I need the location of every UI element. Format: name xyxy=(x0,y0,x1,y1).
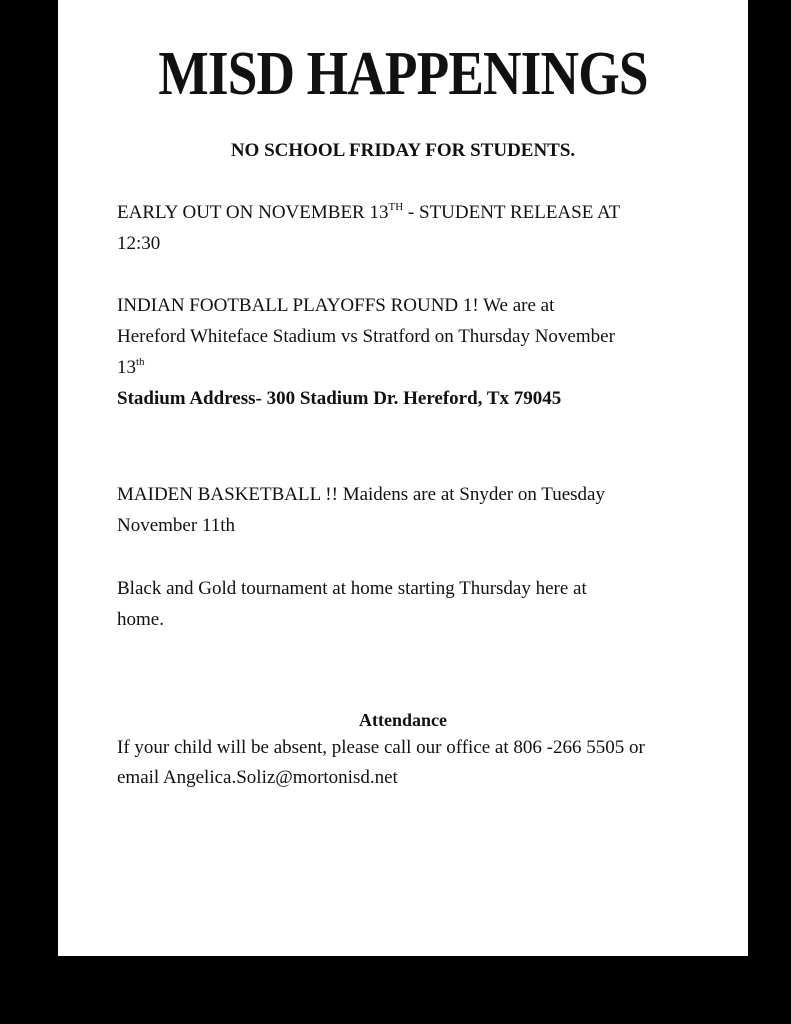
football-line-3 xyxy=(117,352,697,383)
early-out-line-2: 12:30 xyxy=(117,233,161,254)
stadium-address: Stadium Address- 300 Stadium Dr. Hereford, Tx 79045 xyxy=(117,388,562,409)
page-title: MISD HAPPENINGS xyxy=(158,40,648,108)
no-school-notice: NO SCHOOL FRIDAY FOR STUDENTS. xyxy=(230,140,576,161)
basketball-notice xyxy=(117,479,697,541)
attendance-line-1: If your child will be absent, please call our office at 806 -266 5505 or xyxy=(117,737,645,758)
early-out-line-1 xyxy=(117,197,697,228)
tournament-notice xyxy=(117,573,697,635)
football-line-2: Hereford Whiteface Stadium vs Stratford on Thursday November xyxy=(117,326,615,347)
football-notice xyxy=(117,290,697,414)
football-date-superscript: th xyxy=(136,356,145,368)
newsletter-page xyxy=(58,0,748,956)
early-out-superscript: TH xyxy=(388,201,404,213)
tournament-line-1: Black and Gold tournament at home starting Thursday here at xyxy=(117,578,587,599)
early-out-text-after: - STUDENT RELEASE AT xyxy=(403,202,621,223)
early-out-text: EARLY OUT ON NOVEMBER 13 xyxy=(117,202,389,223)
attendance-email-line: email Angelica.Soliz@mortonisd.net xyxy=(117,767,398,788)
football-line-1: INDIAN FOOTBALL PLAYOFFS ROUND 1! We are at xyxy=(117,295,555,316)
football-date: 13 xyxy=(117,357,136,378)
attendance-notice xyxy=(117,733,697,793)
attendance-heading: Attendance xyxy=(359,710,447,730)
tournament-line-2: home. xyxy=(117,609,164,630)
basketball-line-1: MAIDEN BASKETBALL !! Maidens are at Snyder on Tuesday xyxy=(117,484,605,505)
basketball-line-2: November 11th xyxy=(117,515,236,536)
early-out-notice xyxy=(117,197,697,259)
